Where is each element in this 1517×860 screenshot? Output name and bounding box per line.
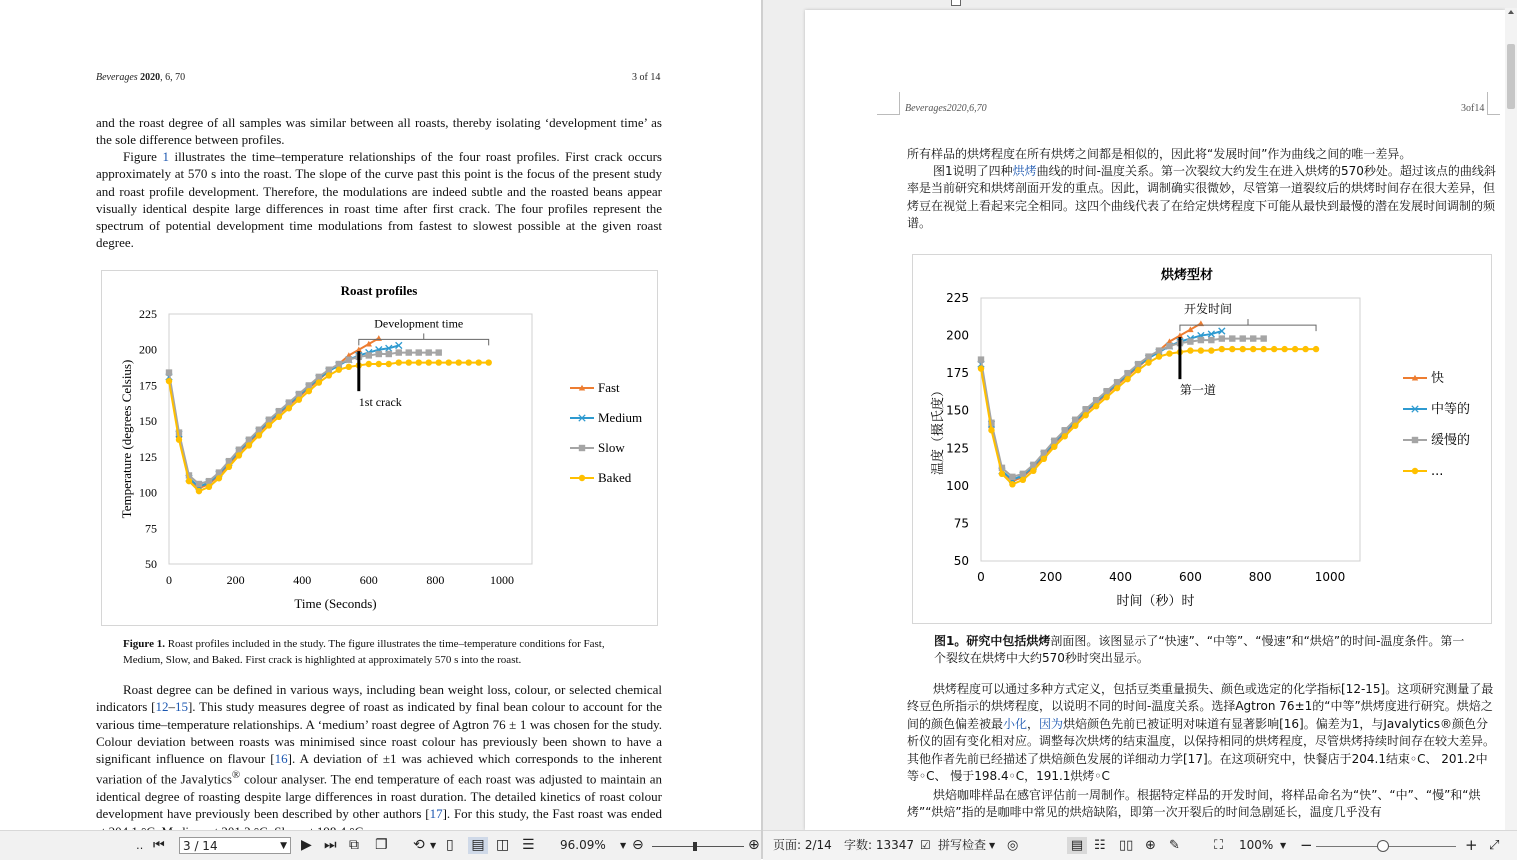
x-tick-label: 800 bbox=[1248, 570, 1272, 584]
data-point bbox=[1219, 346, 1225, 352]
journal-name: Beverages bbox=[905, 103, 947, 114]
x-tick-label: 1000 bbox=[1314, 570, 1346, 584]
cn-link[interactable]: 烘烤 bbox=[1012, 164, 1037, 178]
data-point bbox=[196, 481, 202, 487]
y-tick-label: 175 bbox=[946, 366, 969, 381]
data-point bbox=[1145, 353, 1151, 359]
data-point bbox=[376, 335, 382, 341]
text-span: illustrates the time–temperature relationships of the four roast profiles. First crack occurs approximately at 570 s into the roast. The slope of the curve past this point is the focus of the present study and roast profile development. Therefore, the modulations are indeed subtle and the roasted beans appear visually identical despite large differences in roast time after first crack. The four profiles represent the spectrum of potential development time modulations from fastest to slowest possible at the given roast degree. bbox=[96, 149, 662, 251]
word-count-status[interactable]: 字数: 13347 bbox=[844, 838, 915, 852]
word-zoom-handle[interactable] bbox=[1377, 840, 1389, 852]
data-point bbox=[316, 379, 322, 385]
data-point bbox=[1250, 335, 1256, 341]
data-point bbox=[1114, 385, 1120, 391]
ref-link-15[interactable]: 15 bbox=[174, 699, 188, 715]
spellcheck-label[interactable]: 拼写检查 bbox=[938, 838, 987, 852]
margin-corner-mark bbox=[1487, 92, 1500, 115]
data-point bbox=[326, 367, 332, 373]
data-point bbox=[1041, 456, 1047, 462]
two-page-icon[interactable]: ◫ bbox=[496, 837, 510, 853]
data-point bbox=[1135, 367, 1141, 373]
text-span: ]. For this study, the Fast roast was ended bbox=[442, 806, 662, 822]
data-point bbox=[376, 361, 382, 367]
data-point bbox=[1020, 477, 1026, 483]
data-point bbox=[1412, 437, 1418, 443]
data-point bbox=[326, 372, 332, 378]
fit-page-icon[interactable]: ⧉ bbox=[349, 837, 359, 853]
data-point bbox=[426, 359, 432, 365]
figure-1-frame bbox=[101, 270, 658, 626]
write-mode-icon[interactable]: ✎ bbox=[1169, 838, 1180, 853]
x-tick-label: 600 bbox=[359, 573, 378, 587]
zoom-slider-handle[interactable] bbox=[693, 842, 697, 851]
cn-paragraph-2 bbox=[907, 163, 1497, 233]
data-point bbox=[416, 349, 422, 355]
data-point bbox=[1187, 347, 1193, 353]
ref-link-12[interactable]: 12 bbox=[155, 699, 169, 715]
text-span: colour analyser. The end temperature of each roast was adjusted to maintain an identical degree of roasting despite large differences in roast duration. The detailed kinetics of roast colour development have previously been described by other authors [ bbox=[96, 771, 662, 822]
data-point bbox=[1103, 388, 1109, 394]
data-point bbox=[1229, 335, 1235, 341]
x-tick-label: 200 bbox=[1039, 570, 1063, 584]
fullscreen-icon[interactable]: ⤢ bbox=[1489, 838, 1500, 853]
data-point bbox=[1083, 412, 1089, 418]
data-point bbox=[1124, 370, 1130, 376]
data-point bbox=[999, 471, 1005, 477]
page-view-icon[interactable]: ▤ bbox=[1067, 837, 1087, 854]
plot-area bbox=[981, 298, 1360, 561]
text-span: Roast degree can be defined in various ways, including bean weight loss, colour, or selected chemical indicators [ bbox=[96, 682, 662, 715]
data-point bbox=[1062, 433, 1068, 439]
data-point bbox=[176, 437, 182, 443]
ref-link-16[interactable]: 16 bbox=[274, 751, 288, 767]
data-point bbox=[1093, 403, 1099, 409]
data-point bbox=[475, 359, 481, 365]
y-tick-label: 100 bbox=[139, 485, 157, 500]
data-point bbox=[1412, 468, 1418, 474]
data-point bbox=[988, 427, 994, 433]
data-point bbox=[1030, 468, 1036, 474]
series-line-medium bbox=[169, 345, 399, 486]
cn-paragraph-4: 烘焙咖啡样品在感官评估前一周制作。根据特定样品的开发时间，将样品命名为“快”、“中”、“慢”和“烘烤”“烘焙”指的是咖啡中常见的烘焙缺陷，即第一次开裂后的时间急剧延长，温度几乎没有 bbox=[907, 788, 1481, 820]
data-point bbox=[406, 349, 412, 355]
y-tick-label: 125 bbox=[139, 449, 157, 464]
data-point bbox=[296, 397, 302, 403]
data-point bbox=[1083, 406, 1089, 412]
journal-name: Beverages bbox=[96, 72, 138, 83]
x-axis-label: 时间（秒）时 bbox=[1116, 594, 1195, 609]
legend-label: 快 bbox=[1431, 371, 1445, 386]
reading-view-icon[interactable]: ▯▯ bbox=[1119, 838, 1134, 853]
zoom-slider[interactable] bbox=[652, 846, 744, 847]
data-point bbox=[1208, 337, 1214, 343]
data-point bbox=[1062, 427, 1068, 433]
x-tick-label: 1000 bbox=[490, 573, 514, 587]
scroll-up-icon[interactable] bbox=[1508, 10, 1514, 14]
data-point bbox=[316, 374, 322, 380]
journal-volume: , 6, 70 bbox=[160, 72, 186, 83]
figure-link[interactable]: 1 bbox=[162, 149, 169, 164]
data-point bbox=[276, 414, 282, 420]
data-point bbox=[1156, 353, 1162, 359]
data-point bbox=[396, 349, 402, 355]
zoom-value[interactable]: 96.09% bbox=[560, 838, 606, 852]
data-point bbox=[436, 359, 442, 365]
cn-figure-frame bbox=[912, 254, 1492, 624]
outline-view-icon[interactable]: ☷ bbox=[1094, 838, 1106, 853]
x-tick-label: 0 bbox=[166, 573, 172, 587]
y-tick-label: 225 bbox=[139, 307, 157, 321]
data-point bbox=[266, 417, 272, 423]
data-point bbox=[376, 351, 382, 357]
cn-page-number: 3of14 bbox=[1461, 103, 1485, 114]
data-point bbox=[1271, 346, 1277, 352]
chart-title: 烘烤型材 bbox=[1160, 268, 1214, 283]
y-axis-label: Temperature (degrees Celsius) bbox=[119, 359, 134, 519]
two-page-continuous-icon[interactable]: ☰ bbox=[522, 837, 535, 853]
y-tick-label: 125 bbox=[946, 441, 969, 456]
data-point bbox=[1187, 338, 1193, 344]
data-point bbox=[579, 475, 585, 481]
cn-link[interactable]: 因为 bbox=[1039, 716, 1064, 731]
data-point bbox=[306, 388, 312, 394]
y-tick-label: 150 bbox=[139, 414, 157, 429]
series-line-slow bbox=[981, 339, 1264, 477]
x-tick-label: 0 bbox=[977, 570, 985, 584]
plot-area bbox=[169, 314, 532, 564]
data-point bbox=[1124, 376, 1130, 382]
data-point bbox=[456, 359, 462, 365]
page-number-input[interactable] bbox=[179, 837, 291, 854]
text-span: 图1说明了四种 bbox=[933, 164, 1013, 178]
data-point bbox=[206, 478, 212, 484]
word-zoom-in-icon[interactable]: + bbox=[1465, 836, 1478, 854]
data-point bbox=[1093, 397, 1099, 403]
caption-label: Figure 1. bbox=[123, 638, 165, 650]
data-point bbox=[386, 351, 392, 357]
data-point bbox=[246, 442, 252, 448]
text-span: 烘烤程度可以通过多种方式定义，包括豆类重量损失、颜色或选定的化学指标[12-15]。这项研究测量了最终豆色所指示的烘烤程度，以说明不同的时间-温度关系。选择Agtron 76±1的“中等”烘烤度进行研究。烘焙之间的颜色偏差被最 bbox=[907, 682, 1494, 731]
legend-label: 缓慢的 bbox=[1431, 433, 1471, 448]
y-tick-label: 200 bbox=[946, 328, 969, 343]
rotate-icon[interactable]: ⟲ bbox=[413, 837, 425, 853]
data-point bbox=[426, 349, 432, 355]
data-point bbox=[1114, 379, 1120, 385]
paragraph-1: and the roast degree of all samples was similar between all roasts, thereby isolating ‘development time’ as the sole difference between profiles. bbox=[96, 115, 662, 148]
text-span: 烘焙颜色先前已被证明对味道有显著影响[16]。偏差为1，与Javalytics®颜色分析仪的固有变化相对应。调整每次烘烤的结束温度，以保持相同的烘烤程度，尽管烘烤持续时间存在较大差异。其他作者先前已经描述了烘焙颜色发展的详细动力学[17]。在这项研究中，快餐店于204.1结束◦C、 201.2中等◦C、 慢于198.4◦C，191.1烘烤◦C bbox=[907, 716, 1496, 784]
data-point bbox=[1260, 335, 1266, 341]
data-point bbox=[286, 399, 292, 405]
x-tick-label: 400 bbox=[1109, 570, 1133, 584]
data-point bbox=[306, 382, 312, 388]
legend-label: 中等的 bbox=[1431, 402, 1471, 417]
data-point bbox=[166, 369, 172, 375]
cn-paragraph-1: 所有样品的烘烤程度在所有烘烤之间都是相似的，因此将“发展时间”作为曲线之间的唯一差异。 bbox=[907, 147, 1412, 161]
data-point bbox=[1103, 394, 1109, 400]
first-crack-label: 1st crack bbox=[358, 395, 402, 410]
y-tick-label: 200 bbox=[139, 342, 157, 357]
y-tick-label: 150 bbox=[946, 403, 969, 418]
data-point bbox=[1198, 337, 1204, 343]
data-point bbox=[396, 359, 402, 365]
paragraph-3 bbox=[96, 681, 662, 840]
y-tick-label: 50 bbox=[953, 554, 969, 568]
spellcheck-icon[interactable]: ☑ bbox=[920, 838, 931, 852]
legend-label: ... bbox=[1431, 464, 1444, 479]
spellcheck-dropdown-icon[interactable]: ▼ bbox=[989, 841, 996, 850]
cn-roast-chart bbox=[913, 255, 1491, 623]
ref-link-17[interactable]: 17 bbox=[429, 806, 443, 822]
data-point bbox=[166, 378, 172, 384]
next-page-icon[interactable]: ▶ bbox=[301, 837, 312, 853]
caption-label: 图1。研究中包括烘烤 bbox=[934, 634, 1051, 648]
cn-link[interactable]: 小化 bbox=[1003, 716, 1028, 731]
zoom-dropdown-icon[interactable]: ▼ bbox=[620, 841, 627, 850]
copy-icon[interactable]: ❐ bbox=[375, 837, 388, 853]
data-point bbox=[186, 478, 192, 484]
data-point bbox=[416, 359, 422, 365]
series-line-medium bbox=[981, 331, 1222, 480]
data-point bbox=[1219, 335, 1225, 341]
pdf-toolbar bbox=[0, 830, 761, 860]
data-point bbox=[336, 361, 342, 367]
journal-year-volume: 2020,6,70 bbox=[946, 103, 987, 114]
eye-protect-icon[interactable]: ◎ bbox=[1007, 838, 1019, 853]
text-span: – bbox=[168, 699, 175, 715]
data-point bbox=[236, 452, 242, 458]
cn-page-header bbox=[905, 103, 987, 114]
web-view-icon[interactable]: ⊕ bbox=[1145, 838, 1156, 853]
word-status-bar bbox=[763, 830, 1517, 860]
data-point bbox=[1260, 346, 1266, 352]
registered-mark: ® bbox=[231, 769, 241, 782]
fit-width-icon[interactable]: ⛶ bbox=[1214, 838, 1224, 853]
data-point bbox=[436, 349, 442, 355]
legend-label: Baked bbox=[598, 470, 632, 485]
page-count-status[interactable]: 页面: 2/14 bbox=[773, 838, 832, 852]
data-point bbox=[1229, 346, 1235, 352]
page-header-citation bbox=[96, 72, 185, 83]
data-point bbox=[1240, 346, 1246, 352]
data-point bbox=[1281, 346, 1287, 352]
cn-figure-caption bbox=[934, 633, 1474, 668]
y-tick-label: 75 bbox=[953, 516, 969, 531]
more-icon[interactable]: ‥ bbox=[136, 839, 144, 852]
x-tick-label: 600 bbox=[1178, 570, 1202, 584]
paragraph-2 bbox=[96, 148, 662, 252]
roast-profiles-chart bbox=[102, 271, 657, 625]
data-point bbox=[386, 361, 392, 367]
data-point bbox=[296, 391, 302, 397]
data-point bbox=[206, 484, 212, 490]
last-page-icon[interactable]: ⏭ bbox=[324, 837, 337, 853]
data-point bbox=[446, 359, 452, 365]
y-axis-label: 温度（摄氏度） bbox=[931, 383, 946, 476]
data-point bbox=[1051, 438, 1057, 444]
data-point bbox=[1072, 423, 1078, 429]
data-point bbox=[1156, 347, 1162, 353]
x-tick-label: 800 bbox=[426, 573, 445, 587]
data-point bbox=[1135, 361, 1141, 367]
data-point bbox=[978, 356, 984, 362]
zoom-in-icon[interactable]: ⊕ bbox=[748, 837, 760, 853]
legend-label: Medium bbox=[598, 410, 643, 425]
data-point bbox=[1208, 347, 1214, 353]
data-point bbox=[1051, 444, 1057, 450]
data-point bbox=[1302, 346, 1308, 352]
data-point bbox=[1166, 350, 1172, 356]
data-point bbox=[1313, 346, 1319, 352]
development-time-label: Development time bbox=[374, 316, 464, 331]
data-point bbox=[196, 488, 202, 494]
data-point bbox=[1250, 346, 1256, 352]
y-tick-label: 225 bbox=[946, 291, 969, 305]
dropdown-arrow-icon[interactable]: ▼ bbox=[280, 841, 287, 851]
data-point bbox=[276, 408, 282, 414]
legend-label: Slow bbox=[598, 440, 625, 455]
margin-corner-mark bbox=[877, 92, 900, 115]
text-span: ， bbox=[1027, 716, 1040, 731]
legend-label: Fast bbox=[598, 380, 620, 395]
development-time-label: 开发时间 bbox=[1183, 302, 1232, 317]
data-point bbox=[406, 359, 412, 365]
single-page-icon[interactable]: ▯ bbox=[446, 837, 454, 853]
data-point bbox=[366, 352, 372, 358]
rotate-dropdown-icon[interactable]: ▼ bbox=[430, 841, 437, 850]
data-point bbox=[1198, 347, 1204, 353]
x-tick-label: 400 bbox=[293, 573, 312, 587]
y-tick-label: 50 bbox=[145, 557, 157, 571]
data-point bbox=[256, 432, 262, 438]
data-point bbox=[346, 364, 352, 370]
pdf-viewer-pane[interactable] bbox=[0, 0, 761, 830]
cn-paragraph-3 bbox=[907, 681, 1497, 785]
page-number: 3 of 14 bbox=[632, 72, 661, 83]
first-crack-label: 第一道 bbox=[1179, 383, 1216, 398]
x-axis-label: Time (Seconds) bbox=[294, 596, 377, 611]
zoom-out-icon[interactable]: ⊖ bbox=[632, 837, 644, 853]
y-tick-label: 175 bbox=[139, 378, 157, 393]
data-point bbox=[579, 445, 585, 451]
page-number-value: 3 / 14 bbox=[183, 839, 218, 853]
data-point bbox=[466, 359, 472, 365]
data-point bbox=[226, 464, 232, 470]
data-point bbox=[346, 357, 352, 363]
data-point bbox=[1072, 417, 1078, 423]
first-page-icon[interactable]: ⏮ bbox=[153, 838, 165, 853]
data-point bbox=[1240, 335, 1246, 341]
vertical-scrollbar[interactable] bbox=[1505, 8, 1517, 830]
y-tick-label: 100 bbox=[946, 478, 969, 493]
data-point bbox=[1145, 359, 1151, 365]
data-point bbox=[266, 422, 272, 428]
data-point bbox=[978, 365, 984, 371]
caption-text: 剖面图。该图显示了“快速”、“中等”、“慢速”和“烘焙”的时间-温度条件。第一个裂纹在烘烤中大约570秒时突出显示。 bbox=[934, 634, 1465, 666]
series-line-slow bbox=[169, 353, 439, 484]
data-point bbox=[1166, 343, 1172, 349]
data-point bbox=[336, 367, 342, 373]
scrollbar-thumb[interactable] bbox=[1507, 44, 1515, 109]
data-point bbox=[286, 405, 292, 411]
x-tick-label: 200 bbox=[226, 573, 245, 587]
text-span: 曲线的时间-温度关系。第一次裂纹大约发生在进入烘烤的570秒处。超过该点的曲线斜率是当前研究和烘烤剖面开发的重点。因此，调制确实很微妙，尽管第一道裂纹后的烘烤时间存在很大差异，但烤豆在视觉上看起来完全相同。这四个曲线代表了在给定烘烤程度下可能从最快到最慢的潜在发展时间调制的频谱。 bbox=[907, 164, 1496, 231]
figure-1-caption bbox=[123, 636, 643, 668]
word-zoom-dropdown-icon[interactable]: ▼ bbox=[1280, 841, 1287, 850]
chart-title: Roast profiles bbox=[340, 283, 418, 298]
continuous-page-icon[interactable]: ▤ bbox=[468, 837, 488, 854]
data-point bbox=[485, 359, 491, 365]
text-span: Figure bbox=[123, 149, 163, 164]
data-point bbox=[1009, 481, 1015, 487]
y-tick-label: 75 bbox=[145, 521, 157, 536]
data-point bbox=[366, 361, 372, 367]
journal-year: 2020 bbox=[140, 72, 161, 83]
word-zoom-value[interactable]: 100% bbox=[1239, 838, 1274, 852]
data-point bbox=[216, 475, 222, 481]
word-zoom-out-icon[interactable]: − bbox=[1300, 836, 1313, 854]
data-point bbox=[1009, 474, 1015, 480]
data-point bbox=[1020, 471, 1026, 477]
text-span: ]. This study measures degree of roast as indicated by final bean colour to account for the various time–temperature relationships. A ‘medium’ roast degree of Agtron 76 ± 1 was chosen for the study. Colour deviation between roasts was minimised since roast colour has previously been shown to have a significant influence on flavour [ bbox=[96, 699, 663, 767]
caption-text: Roast profiles included in the study. The figure illustrates the time–temperature conditions for Fast, Medium, Slow, and Baked. First crack is highlighted at approximately 570 s into the roast. bbox=[123, 638, 605, 666]
ruler-marker-icon[interactable] bbox=[951, 0, 961, 6]
data-point bbox=[1292, 346, 1298, 352]
text-span: ]. A deviation of ±1 was achieved which corresponds to the inherent variation of the Javalytics bbox=[96, 751, 662, 787]
